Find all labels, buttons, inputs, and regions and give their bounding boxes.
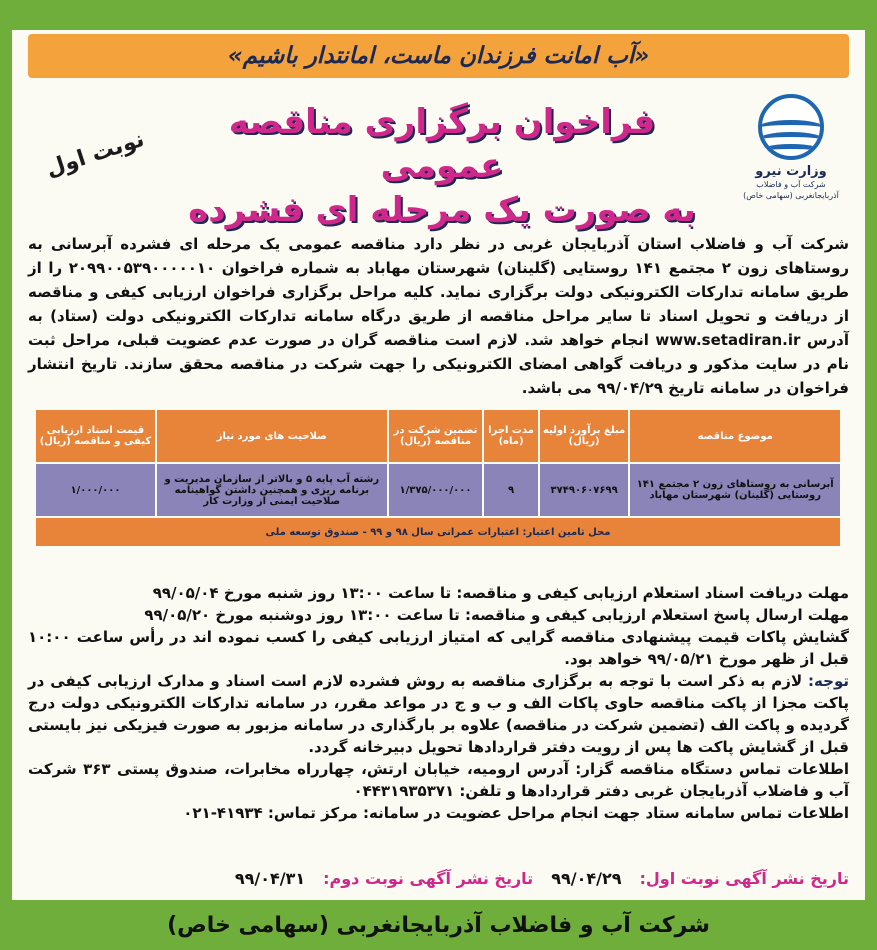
ad-title: [162, 100, 722, 232]
cell-document-price: ۱/۰۰۰/۰۰۰: [35, 463, 156, 517]
table-row: [35, 463, 841, 517]
header-document-price: قیمت اسناد ارزیابی کیفی و مناقصه (ریال): [35, 409, 156, 463]
slogan-banner: «آب امانت فرزندان ماست، امانتدار باشیم»: [28, 34, 849, 78]
intro-paragraph: شرکت آب و فاضلاب استان آذربایجان غربی در نظر دارد مناقصه عمومی یک مرحله ای فشرده آبرسانی به روستاهای زون ۲ مجتمع ۱۴۱ روستایی (گلینان) شهرستان مهاباد به شماره فراخوان ۲۰۹۹۰۰۵۳۹۰۰۰۰۰۱۰ را از طریق سامانه تدارکات الکترونیکی دولت برگزاری نماید. کلیه مراحل برگزاری فراخوان ارزیابی کیفی و مناقصه از دریافت و تحویل اسناد تا سایر مراحل مناقصه از طریق درگاه سامانه تدارکات الکترونیکی دولت (ستاد) به آدرس www.setadiran.ir انجام خواهد شد. لازم است مناقصه گران در صورت عدم عضویت قبلی، مراحل ثبت نام در سایت مذکور و دریافت گواهی امضای الکترونیکی را جهت شرکت در مناقصه محقق سازند. تاریخ انتشار فراخوان در سامانه تاریخ ۹۹/۰۴/۲۹ می باشد.: [28, 235, 850, 397]
table-header-row: [35, 409, 841, 463]
ministry-name: وزارت نیرو: [755, 164, 827, 179]
round-label: نوبت اول: [42, 126, 148, 182]
first-publication-date: ۹۹/۰۴/۲۹: [551, 868, 622, 888]
cell-qualifications: رشته آب پایه ۵ و بالاتر از سازمان مدیریت و برنامه ریزی و همچنین داشتن گواهینامه صلاحیت ایمنی از وزارت کار: [156, 463, 388, 517]
header-subject: موضوع مناقصه: [629, 409, 841, 463]
funding-row: [35, 517, 841, 547]
cell-subject: آبرسانی به روستاهای زون ۲ مجتمع ۱۴۱ روستایی (گلینان) شهرستان مهاباد: [629, 463, 841, 517]
deadline-opening: گشایش پاکات قیمت پیشنهادی مناقصه گرایی که امتیاز ارزیابی کیفی را کسب نموده اند در رأس ساعت ۱۰:۰۰ قبل از ظهر مورخ ۹۹/۰۵/۲۱ خواهد بود.: [28, 628, 849, 668]
cell-estimate: ۳۷۴۹۰۶۰۷۶۹۹: [539, 463, 630, 517]
header-duration: مدت اجرا (ماه): [483, 409, 538, 463]
note-paragraph: [28, 670, 849, 758]
top-strip: [12, 0, 865, 30]
header-guarantee: تضمین شرکت در مناقصه (ریال): [388, 409, 484, 463]
first-publication-label: تاریخ نشر آگهی نوبت اول:: [639, 868, 849, 888]
company-name-small: شرکت آب و فاضلاب آذربایجانغربی (سهامی خاص): [743, 180, 839, 200]
header-qualifications: صلاحیت های مورد نیاز: [156, 409, 388, 463]
setad-contact-info: اطلاعات تماس سامانه ستاد جهت انجام مراحل عضویت در سامانه: مرکز تماس: ۴۱۹۳۴-۰۲۱: [183, 804, 849, 822]
second-publication-label: تاریخ نشر آگهی نوبت دوم:: [323, 868, 534, 888]
title-line-2: به صورت یک مرحله ای فشرده: [188, 190, 696, 230]
header-estimate: مبلغ برآورد اولیه (ریال): [539, 409, 630, 463]
deadline-receive: مهلت دریافت اسناد استعلام ارزیابی کیفی و مناقصه: تا ساعت ۱۳:۰۰ روز شنبه مورخ ۹۹/۰۵/۰۴: [152, 584, 849, 602]
advertisement-page: [12, 0, 865, 950]
cell-guarantee: ۱/۳۷۵/۰۰۰/۰۰۰: [388, 463, 484, 517]
note-label: توجه:: [808, 672, 849, 690]
cell-funding: محل تامین اعتبار: اعتبارات عمرانی سال ۹۸ و ۹۹ - صندوق توسعه ملی: [35, 517, 841, 547]
cell-duration: ۹: [483, 463, 538, 517]
title-line-1: فراخوان برگزاری مناقصه عمومی: [228, 102, 656, 186]
footer-company-name: شرکت آب و فاضلاب آذربایجانغربی (سهامی خاص): [12, 900, 865, 950]
deadline-submit: مهلت ارسال پاسخ استعلام ارزیابی کیفی و مناقصه: تا ساعت ۱۳:۰۰ روز دوشنبه مورخ ۹۹/۰۵/۲۰: [144, 606, 849, 624]
tender-table: [34, 408, 842, 548]
water-drop-logo-icon: [758, 94, 824, 160]
company-logo: [735, 92, 847, 224]
details-section: [28, 582, 849, 824]
second-publication-date: ۹۹/۰۴/۳۱: [234, 868, 306, 888]
publication-dates: [28, 862, 849, 894]
note-text: لازم به ذکر است با توجه به برگزاری مناقصه به روش فشرده لازم است اسناد و مدارک ارزیابی کیفی در پاکت مجزا از پاکت مناقصه حاوی پاکات الف و ب و ج در مواعد مقرر، در سامانه تدارکات الکترونیکی دولت درج گردیده و پاکت الف (تضمین شرکت در مناقصه) علاوه بر بارگذاری در سامانه مزبور به صورت فیزیکی نیز بایستی قبل از گشایش پاکت ها پس از رویت دفتر قراردادها تحویل دبیرخانه گردد.: [28, 672, 849, 756]
contact-info: اطلاعات تماس دستگاه مناقصه گزار: آدرس ارومیه، خیابان ارتش، چهارراه مخابرات، صندوق پستی ۳۶۳ شرکت آب و فاضلاب آذربایجان غربی دفتر قراردادها و تلفن: ۰۴۴۳۱۹۳۵۳۷۱: [28, 760, 850, 800]
